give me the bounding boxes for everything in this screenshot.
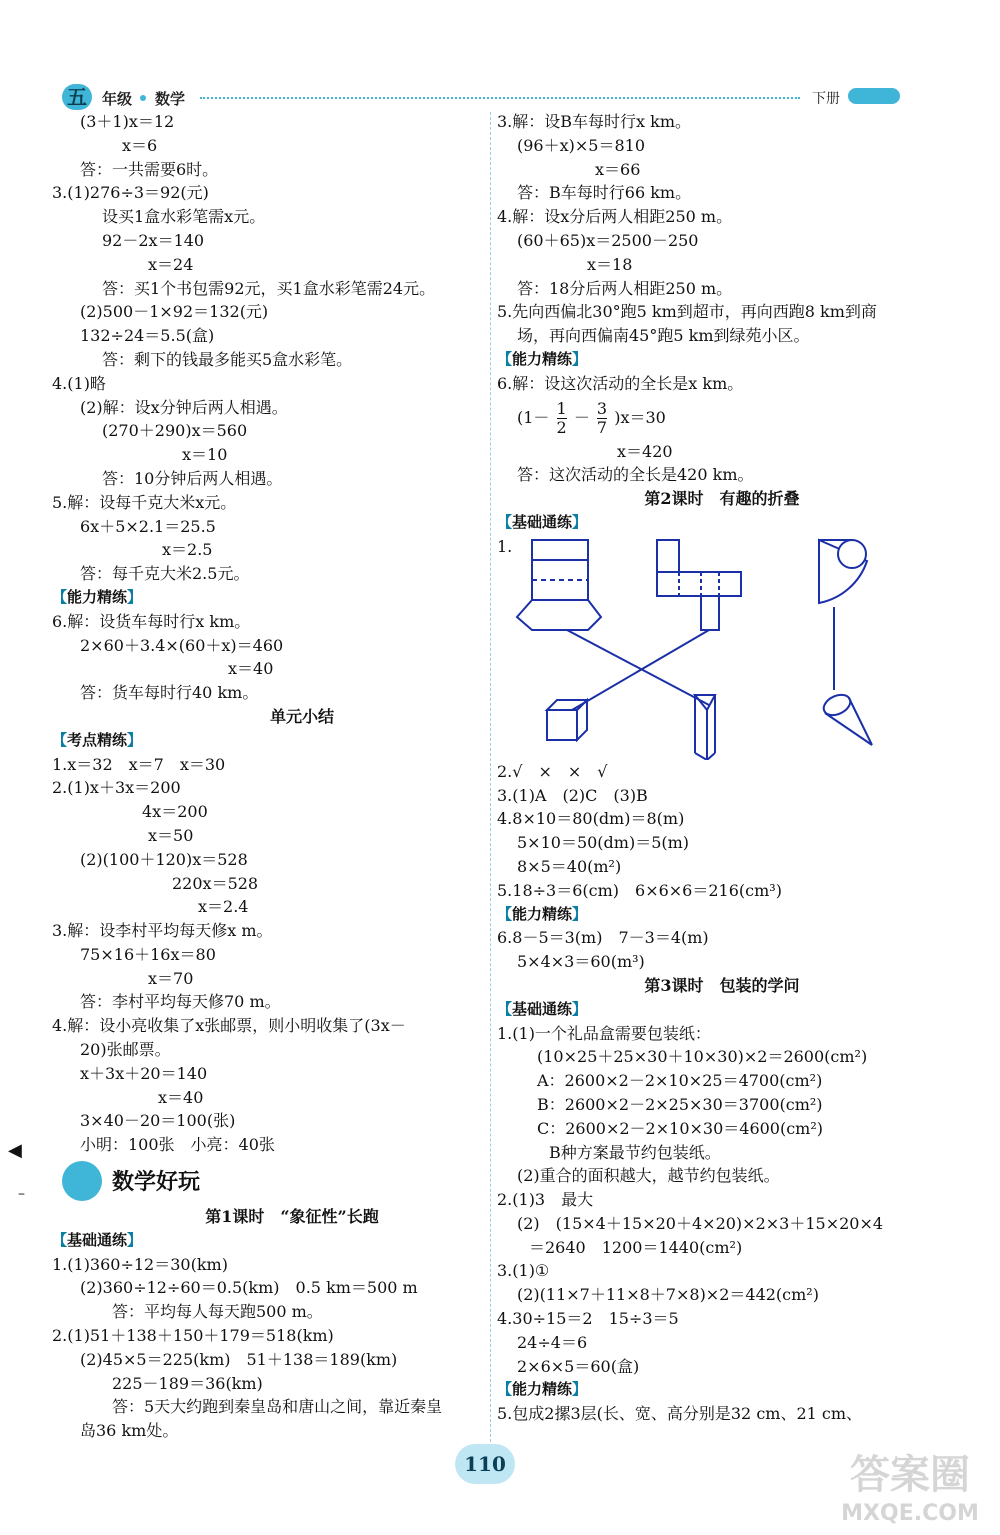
separator-dot-icon [140, 95, 146, 101]
margin-triangle-icon: ◀ [8, 1140, 22, 1161]
margin-dash-icon: – [18, 1186, 25, 1202]
prism-solid [695, 695, 715, 760]
answer-line: x＝40 [228, 659, 274, 679]
answer-line: 4.30÷15＝2 15÷3＝5 [497, 1309, 679, 1329]
answer-line: 答：每千克大米2.5元。 [80, 564, 250, 584]
answer-line: 岛36 km处。 [80, 1421, 179, 1441]
fraction [557, 400, 567, 437]
answer-line: (60＋65)x＝2500－250 [517, 230, 699, 250]
answer-line: 1.(1)一个礼品盒需要包装纸： [497, 1023, 711, 1043]
answer-line: 2.√ × × √ [497, 761, 608, 781]
answer-line: 132÷24＝5.5(盒) [80, 326, 215, 346]
answer-line: C：2600×2－2×10×30＝4600(cm²) [537, 1118, 824, 1138]
answer-line: 6.解：设货车每时行x km。 [52, 611, 251, 631]
answer-line: 小明：100张 小亮：40张 [80, 1135, 275, 1155]
answer-line: B：2600×2－2×25×30＝3700(cm²) [537, 1094, 823, 1114]
answer-line: x＝6 [122, 135, 158, 155]
answer-line: x＝66 [595, 159, 641, 179]
answer-line: 4.解：设小亮收集了x张邮票，则小明收集了(3x－ [52, 1016, 406, 1036]
fraction-numerator: 1 [556, 398, 567, 418]
answer-line: 3.(1)① [497, 1261, 550, 1281]
answer-line: (2)45×5＝225(km) 51＋138＝189(km) [80, 1349, 398, 1369]
section-heading: 【能力精练】 [497, 904, 588, 923]
watermark-url: MXQE.COM [841, 1501, 979, 1526]
answer-line: 答：货车每时行40 km。 [80, 683, 259, 703]
answer-line: 5.先向西偏北30°跑5 km到超市，再向西跑8 km到商 [497, 302, 877, 322]
answer-line: 答：买1个书包需92元，买1盒水彩笔需24元。 [102, 278, 436, 298]
equation-part: － [573, 407, 590, 427]
answer-line: 答：18分后两人相距250 m。 [517, 278, 733, 298]
answer-line: 3.解：设李村平均每天修x m。 [52, 921, 273, 941]
answer-line: 5.包成2摞3层(长、宽、高分别是32 cm、21 cm、 [497, 1404, 863, 1424]
lesson-title: 第3课时 包装的学问 [644, 975, 800, 995]
answer-line: 1.x＝32 x＝7 x＝30 [52, 754, 226, 774]
grade-label: 年级 [102, 90, 133, 108]
net-3-shape [819, 540, 867, 690]
header-divider [200, 97, 800, 99]
answer-line: 答：10分钟后两人相遇。 [102, 468, 283, 488]
answer-line: 5.18÷3＝6(cm) 6×6×6＝216(cm³) [497, 880, 782, 900]
answer-line: x＝40 [158, 1087, 204, 1107]
section-heading: 【能力精练】 [52, 587, 143, 606]
answer-line: 答：5天大约跑到秦皇岛和唐山之间，靠近秦皇 [112, 1397, 443, 1417]
chapter-title [52, 1157, 492, 1205]
answer-line: (2)(11×7＋11×8＋7×8)×2＝442(cm²) [517, 1285, 819, 1305]
folding-diagram [497, 535, 937, 760]
answer-line: (3＋1)x＝12 [80, 112, 175, 131]
answer-line: x＝2.5 [162, 540, 213, 560]
answer-line: 3.(1)A (2)C (3)B [497, 785, 648, 805]
answer-line: 20)张邮票。 [80, 1040, 171, 1060]
left-column [52, 110, 492, 1443]
answer-line: 2.(1)x＋3x＝200 [52, 778, 181, 798]
answer-line: x＝2.4 [198, 897, 249, 917]
answer-line: A：2600×2－2×10×25＝4700(cm²) [537, 1071, 823, 1091]
header-decoration [848, 88, 900, 104]
folding-matching-svg [497, 535, 937, 760]
answer-line: (270＋290)x＝560 [102, 421, 248, 441]
answer-line: 4.解：设x分后两人相距250 m。 [497, 207, 733, 227]
fraction-numerator: 3 [596, 398, 608, 418]
cube-solid [547, 700, 587, 740]
answer-line: x＝420 [617, 441, 673, 461]
answer-line: x＝10 [182, 445, 228, 465]
answer-line: (2)(100＋120)x＝528 [80, 849, 248, 869]
match-line [572, 630, 709, 710]
answer-line: x＋3x＋20＝140 [80, 1063, 208, 1083]
section-heading: 【基础通练】 [52, 1230, 143, 1249]
answer-line: 92－2x＝140 [102, 230, 205, 250]
net-2-shape [657, 540, 741, 630]
answer-line: 答：B车每时行66 km。 [517, 183, 692, 203]
lesson-title: 第2课时 有趣的折叠 [644, 489, 800, 509]
answer-line: 6.解：设这次活动的全长是x km。 [497, 373, 744, 393]
answer-line: 2.(1)3 最大 [497, 1190, 594, 1210]
section-heading: 【能力精练】 [497, 349, 588, 368]
question-number: 1. [497, 536, 513, 556]
chapter-circle-icon [62, 1161, 102, 1201]
grade-badge: 五 [62, 84, 92, 110]
section-heading: 【能力精练】 [497, 1380, 588, 1399]
answer-line: 6x＋5×2.1＝25.5 [80, 516, 216, 536]
subject-label: 数学 [155, 90, 186, 108]
answer-line: 设买1盒水彩笔需x元。 [102, 207, 266, 227]
answer-line: 24÷4＝6 [517, 1332, 588, 1352]
answer-line: 3.(1)276÷3＝92(元) [52, 183, 209, 203]
answer-line: 答：平均每人每天跑500 m。 [112, 1302, 323, 1322]
fraction-equation [497, 396, 937, 440]
right-column [497, 110, 937, 1426]
page-header [0, 0, 1000, 110]
answer-line: 4.8×10＝80(dm)＝8(m) [497, 809, 685, 829]
net-1-shape [517, 540, 601, 630]
lesson-title: 第1课时 “象征性”长跑 [205, 1207, 379, 1227]
answer-line: 2×6×5＝60(盒) [517, 1356, 640, 1376]
fraction [597, 400, 607, 437]
answer-line: 4.(1)略 [52, 373, 106, 393]
answer-line: ＝2640 1200＝1440(cm²) [529, 1237, 743, 1257]
answer-line: 75×16＋16x＝80 [80, 944, 216, 964]
answer-line: 3.解：设B车每时行x km。 [497, 112, 692, 131]
fraction-denominator: 7 [596, 417, 608, 437]
answer-line: x＝18 [587, 254, 633, 274]
answer-line: 220x＝528 [172, 873, 259, 893]
watermark-text: 答案圈 [850, 1452, 970, 1498]
answer-line: x＝24 [148, 254, 194, 274]
section-heading: 【基础通练】 [497, 999, 588, 1018]
section-heading: 【考点精练】 [52, 730, 143, 749]
match-line [567, 630, 709, 705]
answer-line: (2) (15×4＋15×20＋4×20)×2×3＋15×20×4 [517, 1213, 884, 1233]
answer-line: 8×5＝40(m²) [517, 856, 622, 876]
answer-line: (2)重合的面积越大，越节约包装纸。 [517, 1166, 780, 1186]
answer-line: 2×60＋3.4×(60＋x)＝460 [80, 635, 284, 655]
answer-line: (2)解：设x分钟后两人相遇。 [80, 397, 288, 417]
answer-line: 4x＝200 [142, 802, 208, 822]
page-number: 110 [455, 1444, 515, 1484]
answer-line: (2)360÷12÷60＝0.5(km) 0.5 km＝500 m [80, 1278, 418, 1298]
cone-solid [821, 691, 872, 745]
equation-part: (1－ [517, 407, 550, 427]
fraction-denominator: 2 [556, 417, 567, 437]
answer-line: 1.(1)360÷12＝30(km) [52, 1254, 228, 1274]
answer-line: 225－189＝36(km) [112, 1373, 263, 1393]
section-heading: 【基础通练】 [497, 512, 588, 531]
answer-line: 3×40－20＝100(张) [80, 1111, 236, 1131]
answer-line: 答：李村平均每天修70 m。 [80, 992, 281, 1012]
answer-line: 5×4×3＝60(m³) [517, 952, 645, 972]
answer-line: 5×10＝50(dm)＝5(m) [517, 833, 690, 853]
watermark-logo [830, 1440, 990, 1530]
chapter-title-text: 数学好玩 [112, 1169, 201, 1196]
answer-line: (10×25＋25×30＋10×30)×2＝2600(cm²) [537, 1047, 868, 1067]
answer-line: 答：剩下的钱最多能买5盒水彩笔。 [102, 349, 353, 369]
answer-line: 2.(1)51＋138＋150＋179＝518(km) [52, 1326, 334, 1346]
unit-summary-title: 单元小结 [269, 706, 334, 726]
answer-line: x＝70 [148, 968, 194, 988]
answer-line: 答：这次活动的全长是420 km。 [517, 465, 754, 485]
answer-line: (2)500－1×92＝132(元) [80, 302, 269, 322]
answer-line: B种方案最节约包装纸。 [549, 1142, 721, 1162]
answer-line: 5.解：设每千克大米x元。 [52, 492, 237, 512]
answer-line: 场，再向西偏南45°跑5 km到绿苑小区。 [517, 326, 810, 346]
answer-line: 答：一共需要6时。 [80, 159, 219, 179]
answer-line: x＝50 [148, 825, 194, 845]
answer-line: (96＋x)×5＝810 [517, 135, 645, 155]
volume-label: 下册 [812, 91, 840, 107]
equation-part: )x＝30 [614, 407, 666, 427]
answer-line: 6.8－5＝3(m) 7－3＝4(m) [497, 928, 709, 948]
